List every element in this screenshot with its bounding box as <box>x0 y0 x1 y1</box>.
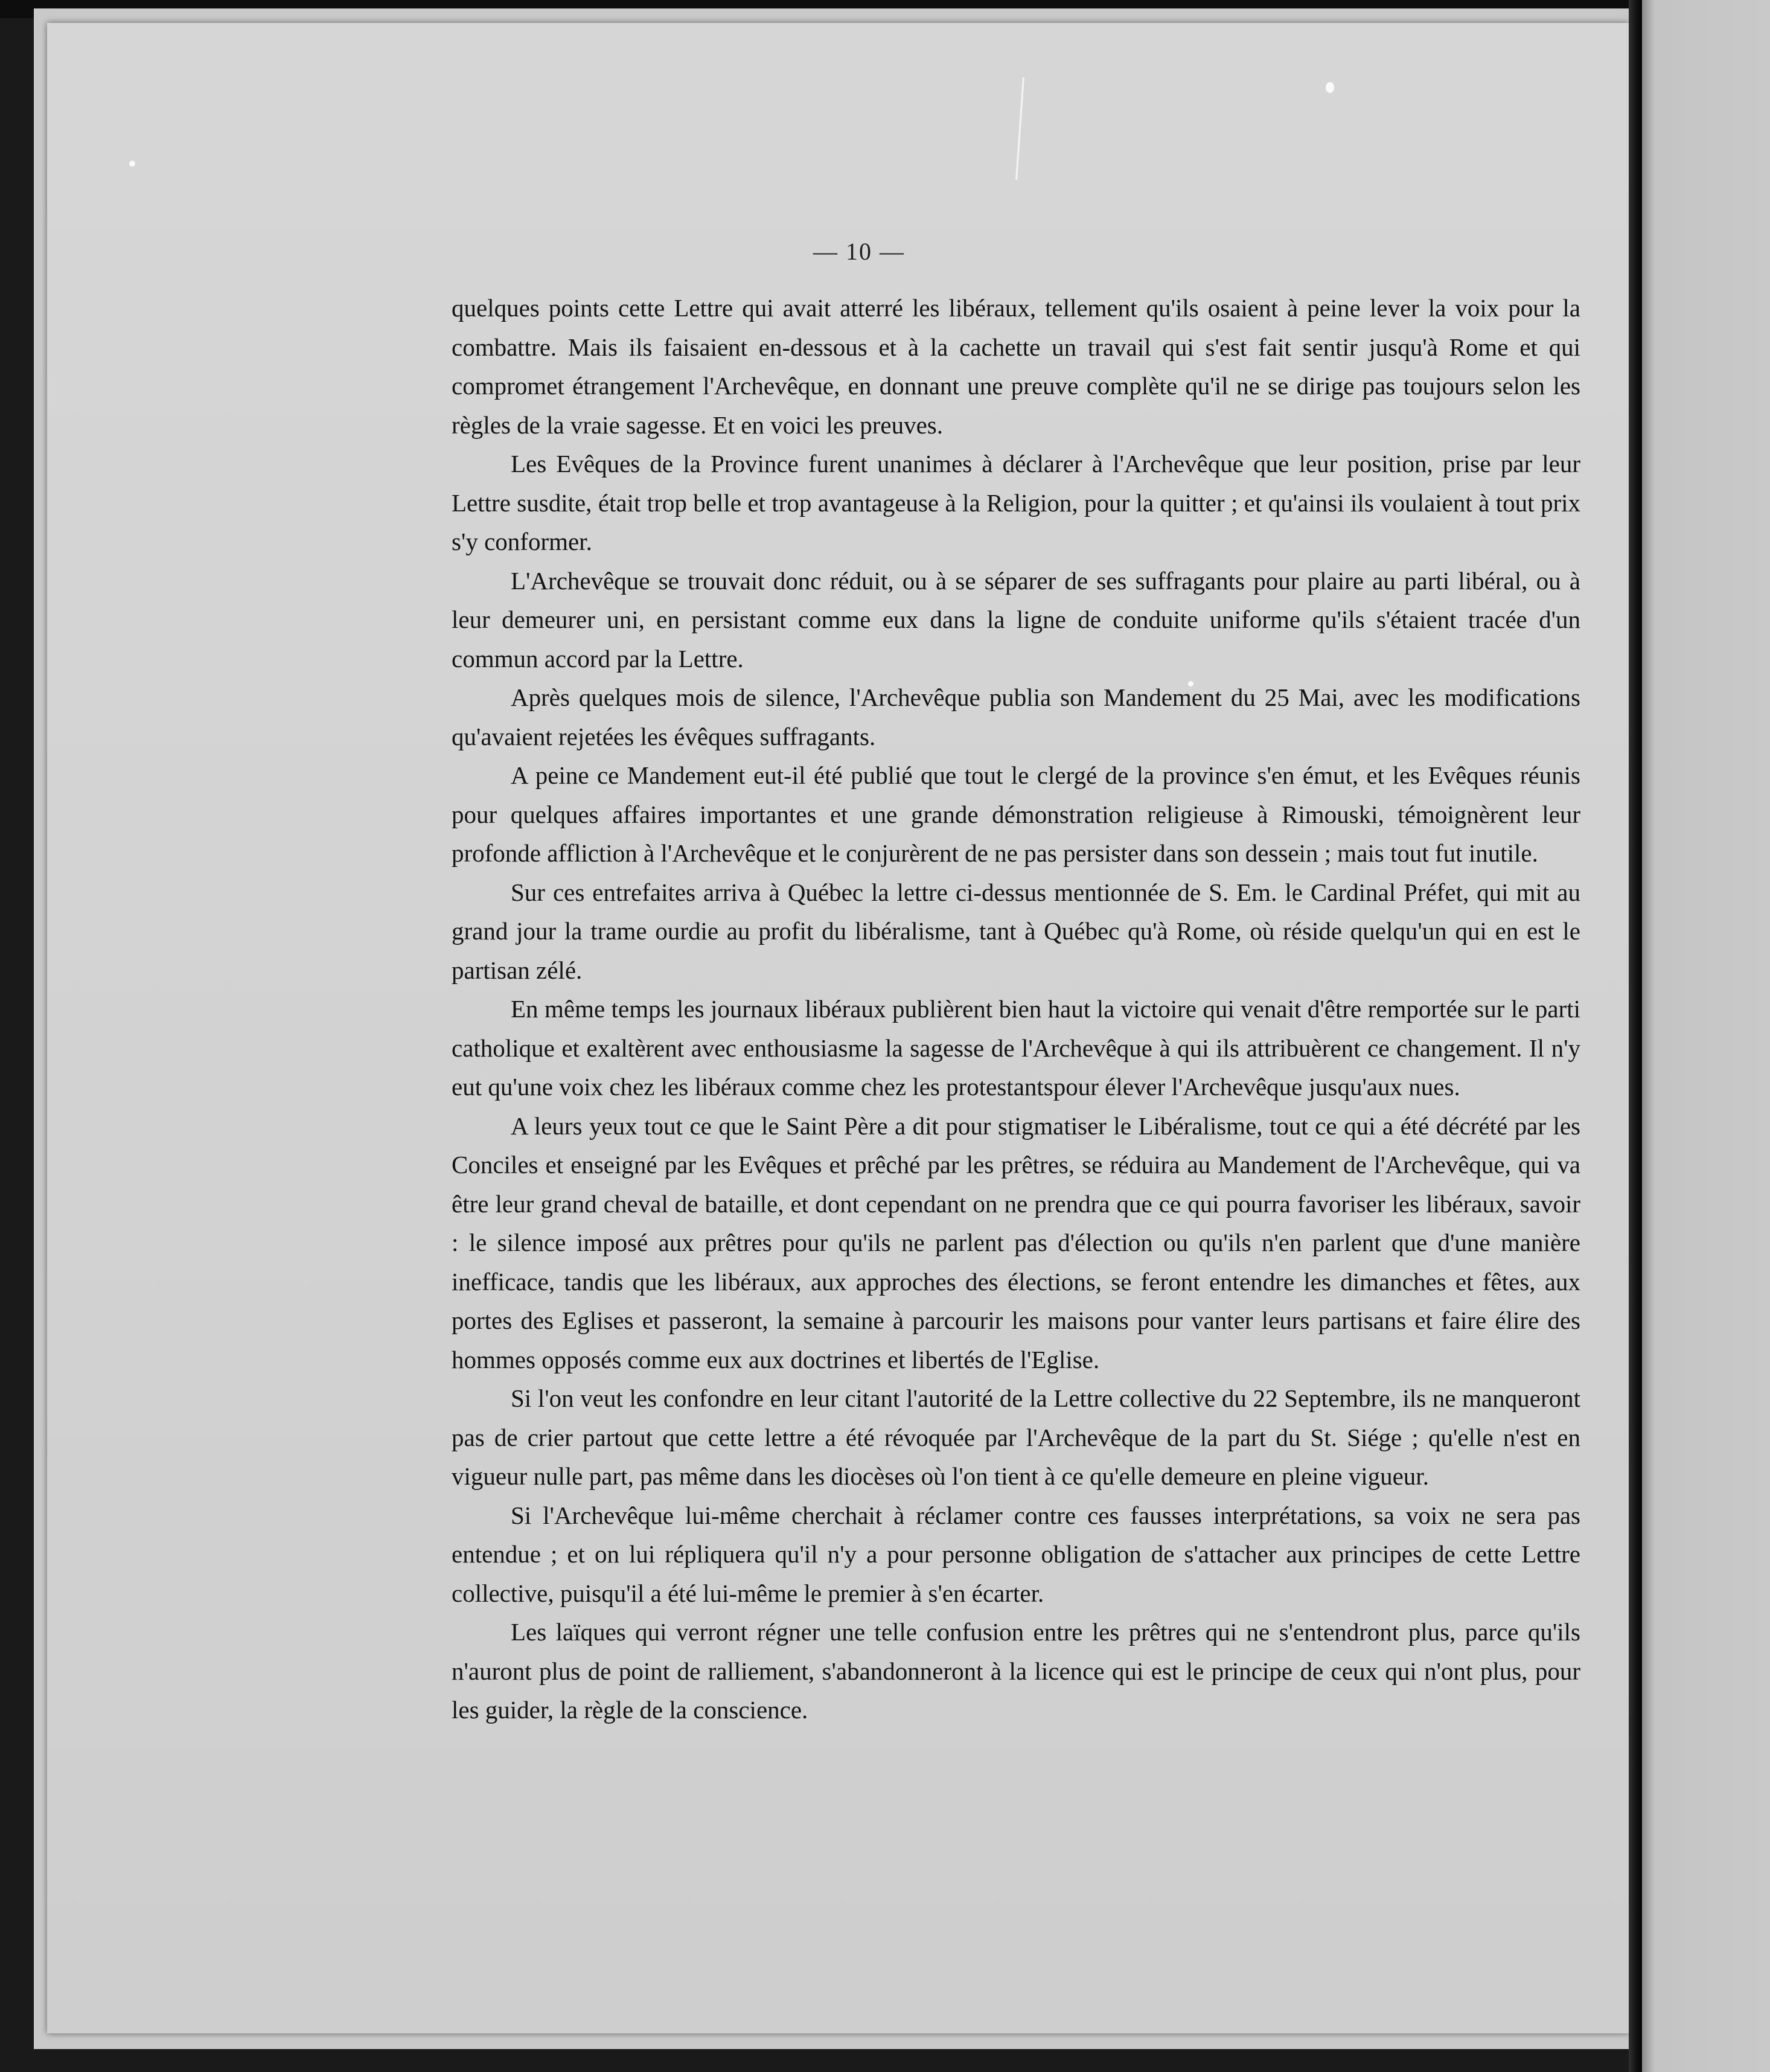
film-speck <box>1326 82 1334 93</box>
paragraph: A leurs yeux tout ce que le Saint Père a dit pour stigmatiser le Libéralisme, tout ce qui a été décrété par les Conciles et enseigné par les Evêques et prêché par les prêtres, se réduira au Mandement de l'Archevêque, qui va être leur grand cheval de bataille, et dont cependant on ne prendra que ce qui pourra favoriser les libéraux, savoir : le silence imposé aux prêtres pour qu'ils ne parlent pas d'élection ou qu'ils n'en parlent que d'une manière inefficace, tandis que les libéraux, aux approches des élections, se feront entendre les dimanches et fêtes, aux portes des Eglises et passeront, la semaine à parcourir les maisons pour vanter leurs partisans et faire élire des hommes opposés comme eux aux doctrines et libertés de l'Eglise. <box>452 1111 1580 1373</box>
paragraph: Si l'Archevêque lui-même cherchait à réclamer contre ces fausses interprétations, sa voix ne sera pas entendue ; et on lui répliquera qu'il n'y a pour personne obligation de s'attacher aux principes de cette Lettre collective, puisqu'il a été lui-même le premier à s'en écarter. <box>452 1501 1580 1607</box>
page-gutter <box>1629 0 1642 2072</box>
document-page <box>47 23 1629 2033</box>
paragraph: quelques points cette Lettre qui avait atterré les libéraux, tellement qu'ils osaient à peine lever la voix pour la combattre. Mais ils faisaient en-dessous et à la cachette un travail qui s'est fait sentir jusqu'à Rome et qui compromet étrangement l'Archevêque, en donnant une preuve complète qu'il ne se dirige pas toujours selon les règles de la vraie sagesse. Et en voici les preuves. <box>452 294 1580 439</box>
paragraph: Sur ces entrefaites arriva à Québec la lettre ci-dessus mentionnée de S. Em. le Cardinal Préfet, qui mit au grand jour la trame ourdie au profit du libéralisme, tant à Québec qu'à Rome, où réside quelqu'un qui en est le partisan zélé. <box>452 878 1580 984</box>
facing-page-edge <box>1642 0 1770 2072</box>
paragraph: Les Evêques de la Province furent unanimes à déclarer à l'Archevêque que leur position, prise par leur Lettre susdite, était trop belle et trop avantageuse à la Religion, pour la quitter ; et qu'ainsi ils voulaient à tout prix s'y conformer. <box>452 450 1580 555</box>
paragraph: Les laïques qui verront régner une telle confusion entre les prêtres qui ne s'entendront plus, parce qu'ils n'auront plus de point de ralliement, s'abandonneront à la licence qui est le principe de ceux qui n'ont plus, pour les guider, la règle de la conscience. <box>452 1618 1580 1724</box>
film-speck <box>129 161 135 167</box>
paragraph: A peine ce Mandement eut-il été publié que tout le clergé de la province s'en émut, et les Evêques réunis pour quelques affaires importantes et une grande démonstration religieuse à Rimouski, témoignèrent leur profonde affliction à l'Archevêque et le conjurèrent de ne pas persister dans son dessein ; mais tout fut inutile. <box>452 761 1580 867</box>
paragraph: Après quelques mois de silence, l'Archevêque publia son Mandement du 25 Mai, avec les modifications qu'avaient rejetées les évêques suffragants. <box>452 683 1580 750</box>
paragraph: Si l'on veut les confondre en leur citant l'autorité de la Lettre collective du 22 Septembre, ils ne manqueront pas de crier partout que cette lettre a été révoquée par l'Archevêque de la part du St. Siége ; qu'elle n'est en vigueur nulle part, pas même dans les diocèses où l'on tient à ce qu'elle demeure en pleine vigueur. <box>452 1384 1580 1490</box>
paragraph: L'Archevêque se trouvait donc réduit, ou à se séparer de ses suffragants pour plaire au parti libéral, ou à leur demeurer uni, en persistant comme eux dans la ligne de conduite uniforme qu'ils s'étaient tracée d'un commun accord par la Lettre. <box>452 566 1580 673</box>
body-text <box>452 289 1580 1730</box>
film-scratch <box>1015 77 1024 180</box>
paragraph: En même temps les journaux libéraux publièrent bien haut la victoire qui venait d'être remportée sur le parti catholique et exaltèrent avec enthousiasme la sagesse de l'Archevêque à qui ils attribuèrent ce changement. Il n'y eut qu'une voix chez les libéraux comme chez les protestantspour élever l'Archevêque jusqu'aux nues. <box>452 995 1580 1101</box>
page-number: — 10 — <box>813 238 905 265</box>
